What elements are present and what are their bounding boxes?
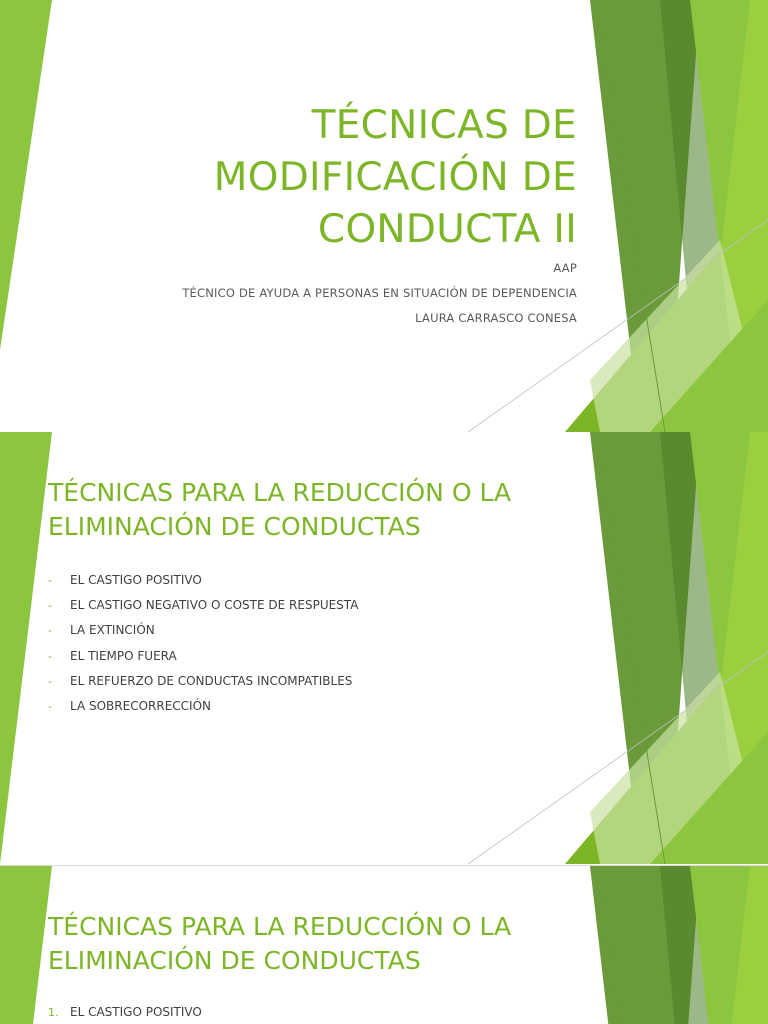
number-marker: 1. (48, 1006, 59, 1019)
title-line: ELIMINACIÓN DE CONDUCTAS (48, 512, 421, 541)
title-slide (0, 0, 768, 432)
title-line: CONDUCTA II (317, 207, 577, 252)
list-item-label: EL CASTIGO NEGATIVO O COSTE DE RESPUESTA (70, 598, 359, 613)
content-slide-partial (0, 866, 768, 1024)
title-line: TÉCNICAS DE (311, 103, 577, 148)
list-item (48, 673, 358, 698)
list-item-label: EL TIEMPO FUERA (70, 648, 177, 663)
list-item (48, 622, 358, 647)
title-line: TÉCNICAS PARA LA REDUCCIÓN O LA (48, 912, 512, 941)
list-item-label: LA EXTINCIÓN (70, 623, 155, 638)
technique-list (48, 1004, 202, 1024)
technique-list (48, 572, 358, 723)
dash-bullet-icon: - (48, 599, 52, 613)
subtitle-line: LAURA CARRASCO CONESA (415, 311, 577, 325)
presentation-subtitle (57, 256, 577, 331)
subtitle-line: AAP (553, 261, 577, 275)
slide-title (48, 476, 588, 544)
list-item-label: LA SOBRECORRECCIÓN (70, 698, 211, 713)
list-item-label: EL CASTIGO POSITIVO (70, 1005, 202, 1019)
dash-bullet-icon: - (48, 574, 52, 587)
dash-bullet-icon: - (48, 624, 52, 638)
subtitle-line: TÉCNICO DE AYUDA A PERSONAS EN SITUACIÓN DE DEPENDENCIA (182, 286, 577, 300)
title-line: MODIFICACIÓN DE (213, 155, 577, 200)
content-slide (0, 432, 768, 865)
list-item-label: EL CASTIGO POSITIVO (70, 573, 202, 587)
title-line: TÉCNICAS PARA LA REDUCCIÓN O LA (48, 478, 512, 507)
dash-bullet-icon: - (48, 699, 52, 713)
list-item (48, 572, 358, 597)
list-item (48, 1004, 202, 1024)
list-item-label: EL REFUERZO DE CONDUCTAS INCOMPATIBLES (70, 673, 353, 688)
dash-bullet-icon: - (48, 649, 52, 663)
list-item (48, 698, 358, 723)
list-item (48, 648, 358, 673)
title-line: ELIMINACIÓN DE CONDUCTAS (48, 946, 421, 975)
dash-bullet-icon: - (48, 674, 52, 688)
slide-title (48, 910, 588, 978)
list-item (48, 597, 358, 622)
presentation-title (57, 100, 577, 256)
